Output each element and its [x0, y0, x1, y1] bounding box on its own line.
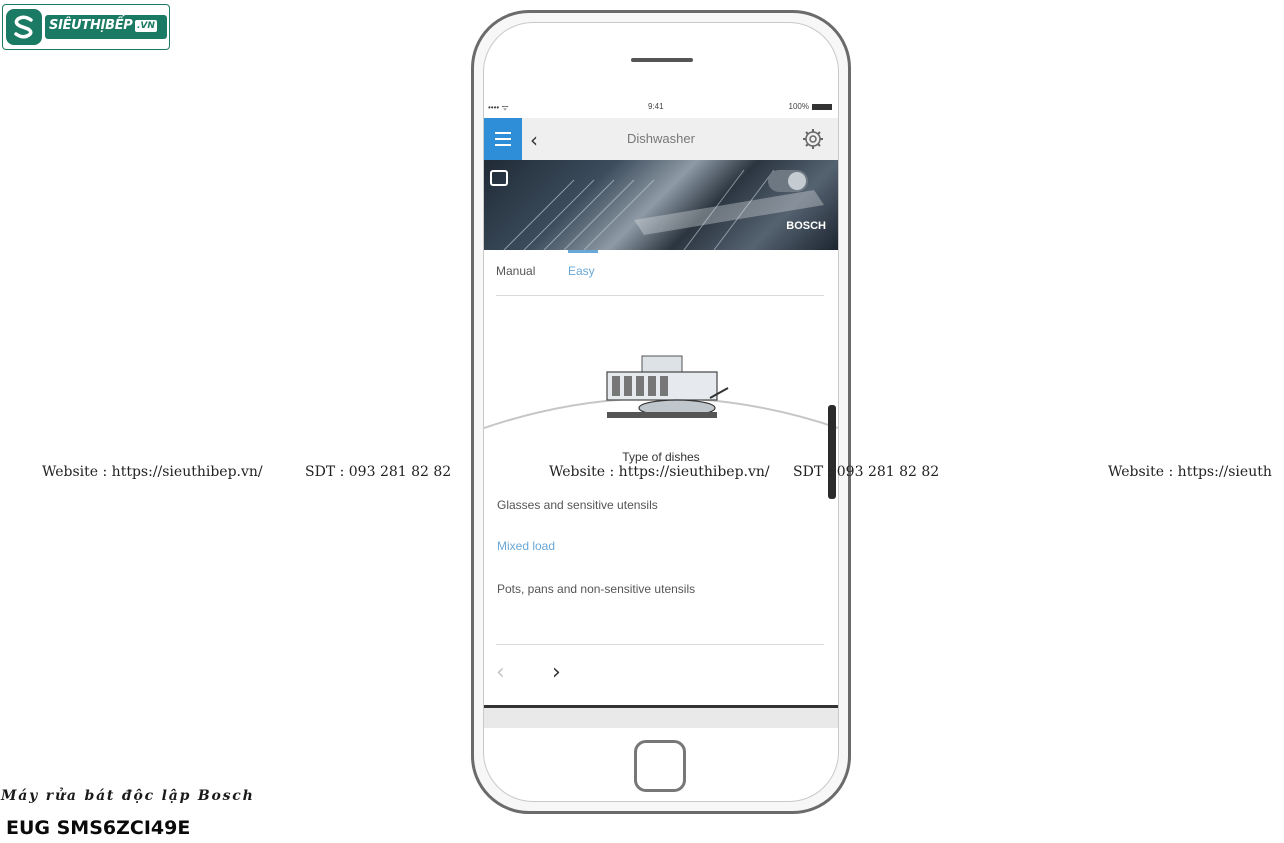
- watermark-phone: SDT : 093 281 82 82: [305, 464, 452, 480]
- status-time: 9:41: [648, 102, 664, 111]
- nav-bar: [484, 118, 838, 160]
- watermark-website: Website : https://sieuthibep.vn/: [42, 464, 263, 480]
- option-mixed-load[interactable]: Mixed load: [497, 539, 556, 553]
- bosch-label: BOSCH: [786, 220, 826, 232]
- dishes-illustration-icon[interactable]: [602, 354, 732, 434]
- logo-text: SIÊUTHỊBẾP: [49, 18, 133, 33]
- chevron-left-icon[interactable]: ‹: [496, 660, 505, 685]
- product-model: EUG SMS6ZCI49E: [6, 817, 191, 839]
- signal-indicator: •••• ᯤ: [488, 103, 509, 112]
- page-title: Dishwasher: [627, 131, 695, 146]
- product-category: Máy rửa bát độc lập Bosch: [1, 788, 255, 804]
- speaker-grille: [631, 58, 693, 62]
- mode-tabs: [484, 250, 838, 296]
- power-toggle[interactable]: [768, 170, 808, 192]
- divider: [496, 295, 824, 296]
- gear-icon[interactable]: [802, 128, 824, 154]
- chevron-right-icon[interactable]: ›: [552, 660, 561, 685]
- watermark-website: Website : https://sieuthibep.vn/: [549, 464, 770, 480]
- appliance-banner: [484, 160, 838, 250]
- toggle-knob: [788, 172, 806, 190]
- dishwasher-icon: [490, 170, 508, 186]
- status-bar: [484, 98, 838, 118]
- chevron-left-icon[interactable]: ‹: [530, 128, 538, 152]
- option-pots-pans[interactable]: Pots, pans and non-sensitive utensils: [497, 582, 696, 596]
- watermark-website-partial: Website : https://sieuth: [1108, 464, 1272, 480]
- logo-suffix: .VN: [137, 21, 155, 31]
- tab-manual[interactable]: Manual: [496, 264, 536, 278]
- divider: [496, 644, 824, 645]
- battery-icon: [812, 104, 832, 110]
- battery-indicator: [789, 102, 832, 111]
- brand-logo[interactable]: [2, 4, 170, 50]
- watermark-phone: SDT : 093 281 82 82: [793, 464, 940, 480]
- option-glasses[interactable]: Glasses and sensitive utensils: [497, 498, 658, 512]
- home-button[interactable]: [634, 740, 686, 792]
- tab-easy[interactable]: Easy: [568, 264, 595, 278]
- battery-label: 100%: [788, 102, 809, 111]
- active-tab-indicator: [568, 250, 598, 253]
- app-screen: [484, 98, 838, 708]
- scroll-handle[interactable]: [828, 405, 836, 499]
- logo-s-icon: [6, 9, 42, 45]
- screen-bottom-strip: [484, 708, 838, 728]
- section-title: Type of dishes: [622, 450, 700, 464]
